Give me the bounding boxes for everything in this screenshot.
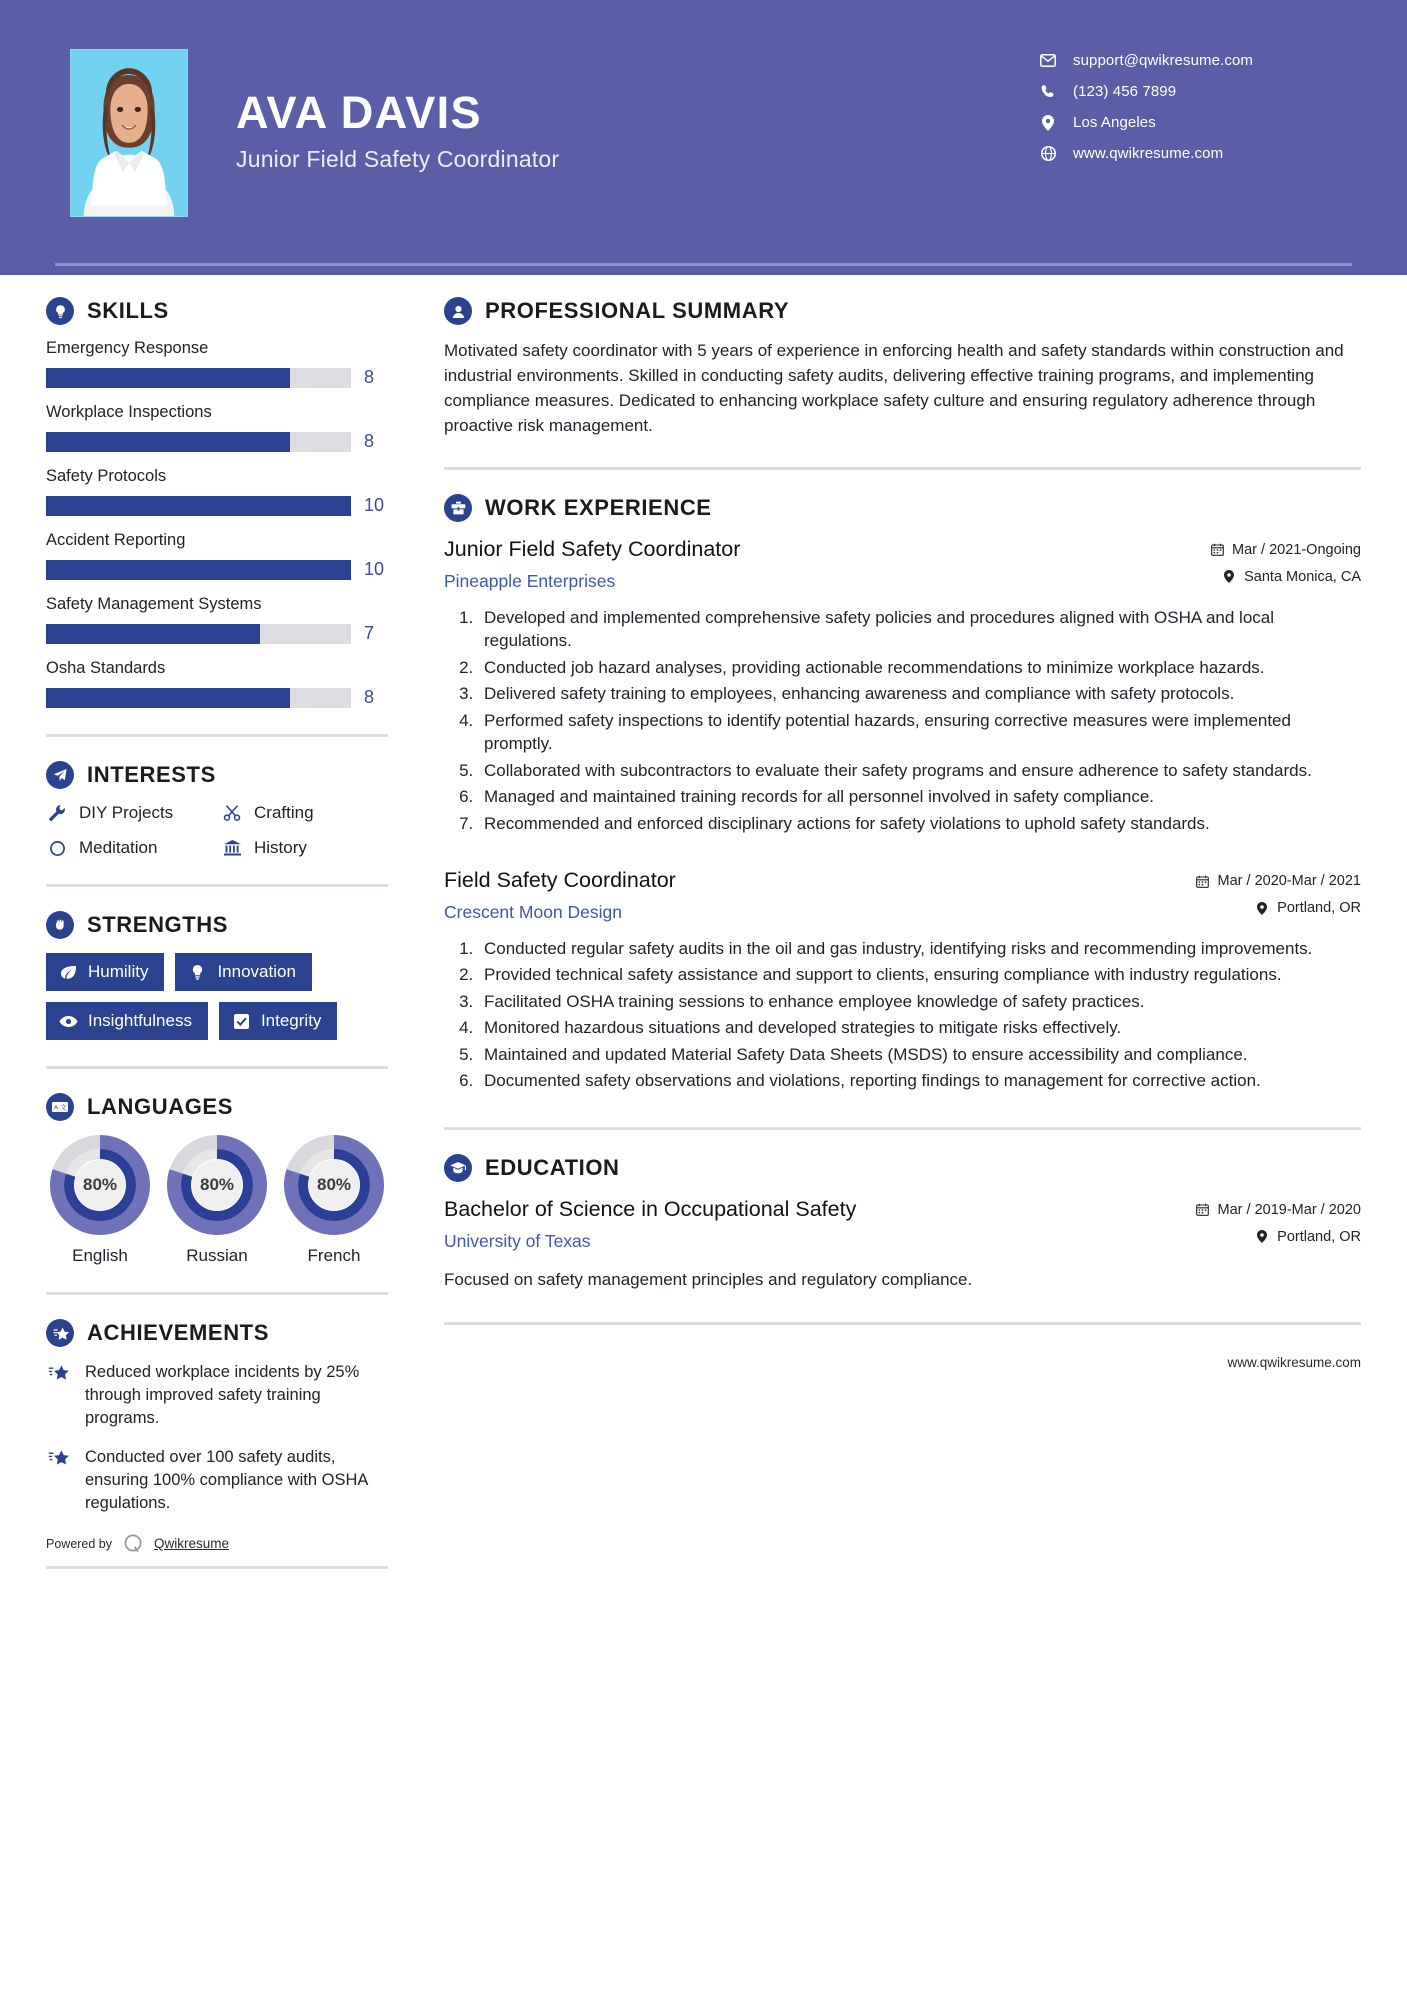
bullet: 3. Facilitated OSHA training sessions to enhance employee knowledge of safety practices. — [478, 990, 1361, 1013]
map-pin-icon — [1255, 902, 1269, 915]
skill-value: 8 — [364, 367, 375, 387]
skill-bar-fill — [46, 624, 260, 644]
skill-bar-track — [46, 496, 351, 516]
interest-label: Meditation — [79, 838, 158, 857]
skill-bar-fill — [46, 560, 351, 580]
wrench-icon — [46, 804, 68, 822]
sidebar-divider — [46, 884, 388, 887]
translate-icon — [46, 1093, 74, 1121]
briefcase-icon — [444, 494, 472, 522]
work-entry-bullets — [444, 606, 1361, 835]
achievement-text: Conducted over 100 safety audits, ensuring 100% compliance with OSHA regulations. — [85, 1448, 368, 1512]
strengths-header — [46, 911, 388, 939]
achievements-header — [46, 1319, 388, 1347]
summary-title: PROFESSIONAL SUMMARY — [485, 298, 790, 323]
bullet: 1. Conducted regular safety audits in the oil and gas industry, identifying risks and recommending improvements. — [478, 937, 1361, 960]
skill-bar-fill — [46, 496, 351, 516]
education-title: EDUCATION — [485, 1154, 620, 1180]
header-divider — [55, 263, 1352, 266]
skills-header — [46, 297, 388, 325]
sidebar-divider — [46, 1292, 388, 1295]
strength-badge — [219, 1002, 337, 1040]
strength-badge — [175, 953, 311, 991]
skill-value: 8 — [364, 687, 375, 707]
work-entry — [444, 867, 1361, 1093]
education-entry-date-text: Mar / 2019-Mar / 2020 — [1217, 1201, 1361, 1218]
work-entry-date — [1196, 873, 1361, 889]
section-work-experience — [444, 494, 1361, 1093]
achievement-item — [46, 1361, 388, 1429]
site-footer — [444, 1322, 1361, 1370]
language-donut — [50, 1135, 150, 1235]
strength-badge — [46, 953, 164, 991]
education-entry-meta — [1196, 1196, 1361, 1256]
bullet: 4. Monitored hazardous situations and developed strategies to mitigate risks effectively. — [478, 1016, 1361, 1039]
skill-label: Accident Reporting — [46, 531, 186, 549]
section-skills — [46, 297, 388, 708]
skill-bar-fill — [46, 368, 290, 388]
circle-icon — [46, 840, 68, 857]
contact-phone-text: (123) 456 7899 — [1073, 83, 1177, 100]
contact-website-text: www.qwikresume.com — [1073, 145, 1224, 162]
calendar-icon — [1210, 543, 1224, 556]
powered-by-label: Powered by — [46, 1536, 113, 1551]
strength-label: Humility — [88, 962, 149, 981]
education-header — [444, 1154, 1361, 1182]
sidebar-divider — [46, 734, 388, 737]
languages-title: LANGUAGES — [87, 1094, 233, 1119]
strength-label: Insightfulness — [88, 1011, 192, 1030]
bullet: 2. Provided technical safety assistance and support to clients, ensuring compliance with industry regulations. — [478, 963, 1361, 986]
work-entry-org[interactable]: Crescent Moon Design — [444, 901, 622, 922]
main-divider — [444, 1127, 1361, 1130]
strength-label: Innovation — [217, 962, 296, 981]
interest-label: DIY Projects — [79, 803, 174, 822]
main-divider — [444, 467, 1361, 470]
interests-header — [46, 761, 388, 789]
candidate-role: Junior Field Safety Coordinator — [236, 145, 560, 172]
interest-item — [46, 803, 213, 823]
skill-bar-track — [46, 560, 351, 580]
sidebar-divider — [46, 1066, 388, 1069]
strengths-title: STRENGTHS — [87, 912, 229, 937]
language-percent: 80% — [316, 1175, 352, 1194]
map-pin-icon — [1222, 570, 1236, 583]
skill-value: 10 — [364, 559, 385, 579]
calendar-icon — [1196, 1203, 1210, 1216]
fist-icon — [46, 911, 74, 939]
section-interests — [46, 761, 388, 858]
skills-title: SKILLS — [87, 298, 169, 323]
education-entry-date — [1196, 1202, 1361, 1218]
work-entry-meta — [1210, 536, 1361, 596]
scissors-icon — [221, 804, 243, 822]
skill-bar-track — [46, 368, 351, 388]
achievement-text: Reduced workplace incidents by 25% through improved safety training programs. — [85, 1363, 360, 1427]
check-square-icon — [232, 1013, 251, 1030]
skill-label: Workplace Inspections — [46, 403, 212, 421]
skill-label: Safety Management Systems — [46, 595, 262, 613]
star-badge-icon — [46, 1319, 74, 1347]
language-item — [46, 1135, 154, 1266]
work-entry-title: Junior Field Safety Coordinator — [444, 536, 741, 561]
interests-grid — [46, 803, 388, 858]
contact-location[interactable] — [1037, 114, 1337, 131]
contact-location-text: Los Angeles — [1073, 114, 1156, 131]
education-entry-location — [1196, 1229, 1361, 1245]
map-pin-icon — [1037, 115, 1059, 131]
work-entry-location-text: Santa Monica, CA — [1244, 568, 1361, 585]
footer-divider — [46, 1566, 388, 1569]
contact-email-text: support@qwikresume.com — [1073, 52, 1253, 69]
skill-value: 7 — [364, 623, 375, 643]
bullet: 2. Conducted job hazard analyses, providing actionable recommendations to minimize workplace hazards. — [478, 656, 1361, 679]
education-entry-description: Focused on safety management principles and regulatory compliance. — [444, 1269, 973, 1289]
calendar-icon — [1196, 875, 1210, 888]
section-education — [444, 1154, 1361, 1292]
language-percent: 80% — [82, 1175, 118, 1194]
language-item — [280, 1135, 388, 1266]
section-achievements — [46, 1319, 388, 1515]
main-content — [398, 297, 1361, 1569]
work-entry-date-text: Mar / 2020-Mar / 2021 — [1217, 873, 1361, 890]
qwikresume-logo-icon — [121, 1532, 145, 1556]
star-icon — [46, 1446, 72, 1514]
interests-title: INTERESTS — [87, 762, 216, 787]
achievement-item — [46, 1446, 388, 1514]
work-entry-org[interactable]: Pineapple Enterprises — [444, 570, 616, 591]
star-icon — [46, 1361, 72, 1429]
sidebar — [46, 297, 398, 1569]
languages-row — [46, 1135, 388, 1266]
language-donut — [167, 1135, 267, 1235]
language-name: English — [72, 1246, 128, 1265]
language-name: Russian — [186, 1246, 248, 1265]
strength-badge — [46, 1002, 208, 1040]
svg-text:文: 文 — [60, 1104, 67, 1112]
interest-label: History — [254, 838, 307, 857]
section-summary — [444, 297, 1361, 439]
interest-item — [221, 838, 388, 858]
work-entry-date — [1210, 542, 1361, 558]
work-entry — [444, 536, 1361, 835]
skill-item — [46, 659, 388, 708]
language-donut — [284, 1135, 384, 1235]
bulb-icon — [188, 964, 207, 981]
work-entry-date-text: Mar / 2021-Ongoing — [1232, 541, 1361, 558]
work-entry-bullets — [444, 937, 1361, 1093]
work-entry-meta — [1196, 867, 1361, 927]
section-strengths — [46, 911, 388, 1040]
map-pin-icon — [1255, 1230, 1269, 1243]
bullet: 4. Performed safety inspections to identify potential hazards, ensuring corrective measures were implemented promptly. — [478, 709, 1361, 756]
skill-label: Safety Protocols — [46, 467, 167, 485]
bank-icon — [221, 839, 243, 857]
contact-phone[interactable] — [1037, 83, 1337, 100]
candidate-name: AVA DAVIS — [236, 87, 482, 138]
site-url: www.qwikresume.com — [1227, 1354, 1361, 1370]
graduation-icon — [444, 1154, 472, 1182]
portrait-illustration — [71, 50, 187, 216]
skill-label: Emergency Response — [46, 339, 209, 357]
language-item — [163, 1135, 271, 1266]
strength-label: Integrity — [260, 1011, 322, 1030]
resume-header — [0, 0, 1407, 275]
work-title: WORK EXPERIENCE — [485, 494, 712, 520]
bullet: 6. Documented safety observations and violations, reporting findings to management for corrective action. — [478, 1069, 1361, 1092]
strengths-grid — [46, 953, 388, 1040]
resume-body — [0, 275, 1407, 1569]
work-entry-title: Field Safety Coordinator — [444, 868, 676, 893]
skill-item — [46, 339, 388, 388]
work-header — [444, 494, 1361, 522]
interest-item — [221, 803, 388, 823]
work-entry-location — [1196, 900, 1361, 916]
svg-text:A: A — [53, 1104, 59, 1112]
skill-bar-track — [46, 624, 351, 644]
powered-by-footer — [46, 1532, 388, 1556]
phone-icon — [1037, 84, 1059, 99]
contact-email[interactable] — [1037, 52, 1337, 69]
work-entry-location — [1210, 569, 1361, 585]
bullet: 7. Recommended and enforced disciplinary actions for safety violations to uphold safety standards. — [478, 812, 1361, 835]
skill-bar-track — [46, 432, 351, 452]
bullet: 3. Delivered safety training to employees, enhancing awareness and compliance with safety protocols. — [478, 682, 1361, 705]
bullet: 6. Managed and maintained training records for all personnel involved in safety compliance. — [478, 785, 1361, 808]
section-languages — [46, 1093, 388, 1266]
leaf-icon — [59, 965, 78, 980]
contact-website[interactable] — [1037, 145, 1337, 162]
paper-plane-icon — [46, 761, 74, 789]
achievements-title: ACHIEVEMENTS — [87, 1320, 269, 1345]
lightbulb-icon — [46, 297, 74, 325]
bullet: 5. Collaborated with subcontractors to evaluate their safety programs and ensure adherence to safety standards. — [478, 759, 1361, 782]
user-icon — [444, 297, 472, 325]
contact-list — [1037, 52, 1337, 162]
skill-item — [46, 595, 388, 644]
skill-item — [46, 467, 388, 516]
name-block — [236, 87, 1037, 173]
footer-divider — [444, 1322, 1361, 1325]
language-name: French — [307, 1246, 361, 1265]
skill-value: 8 — [364, 431, 375, 451]
globe-icon — [1037, 146, 1059, 161]
skill-item — [46, 531, 388, 580]
skill-bar-track — [46, 688, 351, 708]
profile-photo — [70, 49, 188, 217]
bullet: 5. Maintained and updated Material Safety Data Sheets (MSDS) to ensure accessibility and compliance. — [478, 1043, 1361, 1066]
envelope-icon — [1037, 54, 1059, 67]
interest-label: Crafting — [254, 803, 314, 822]
work-entry-location-text: Portland, OR — [1277, 900, 1361, 917]
skill-item — [46, 403, 388, 452]
bullet: 1. Developed and implemented comprehensive safety policies and procedures aligned with OSHA and local regulations. — [478, 606, 1361, 653]
languages-header — [46, 1093, 388, 1121]
skill-value: 10 — [364, 495, 385, 515]
education-entry-title: Bachelor of Science in Occupational Safety — [444, 1196, 857, 1221]
education-entry-location-text: Portland, OR — [1277, 1228, 1361, 1245]
interest-item — [46, 838, 213, 858]
skill-bar-fill — [46, 688, 290, 708]
language-percent: 80% — [199, 1175, 235, 1194]
skill-label: Osha Standards — [46, 659, 166, 677]
education-entry-org[interactable]: University of Texas — [444, 1230, 591, 1251]
eye-icon — [59, 1015, 78, 1028]
summary-header — [444, 297, 1361, 325]
skill-bar-fill — [46, 432, 290, 452]
summary-text: Motivated safety coordinator with 5 years of experience in enforcing health and safety standards within construction and industrial environments. Skilled in conducting safety audits, delivering effective training programs, and implementing compliance measures. Dedicated to enhancing workplace safety culture and ensuring regulatory adherence through proactive risk management. — [444, 341, 1344, 435]
qwikresume-brand-link[interactable]: Qwikresume — [154, 1536, 230, 1552]
education-entry — [444, 1196, 1361, 1292]
